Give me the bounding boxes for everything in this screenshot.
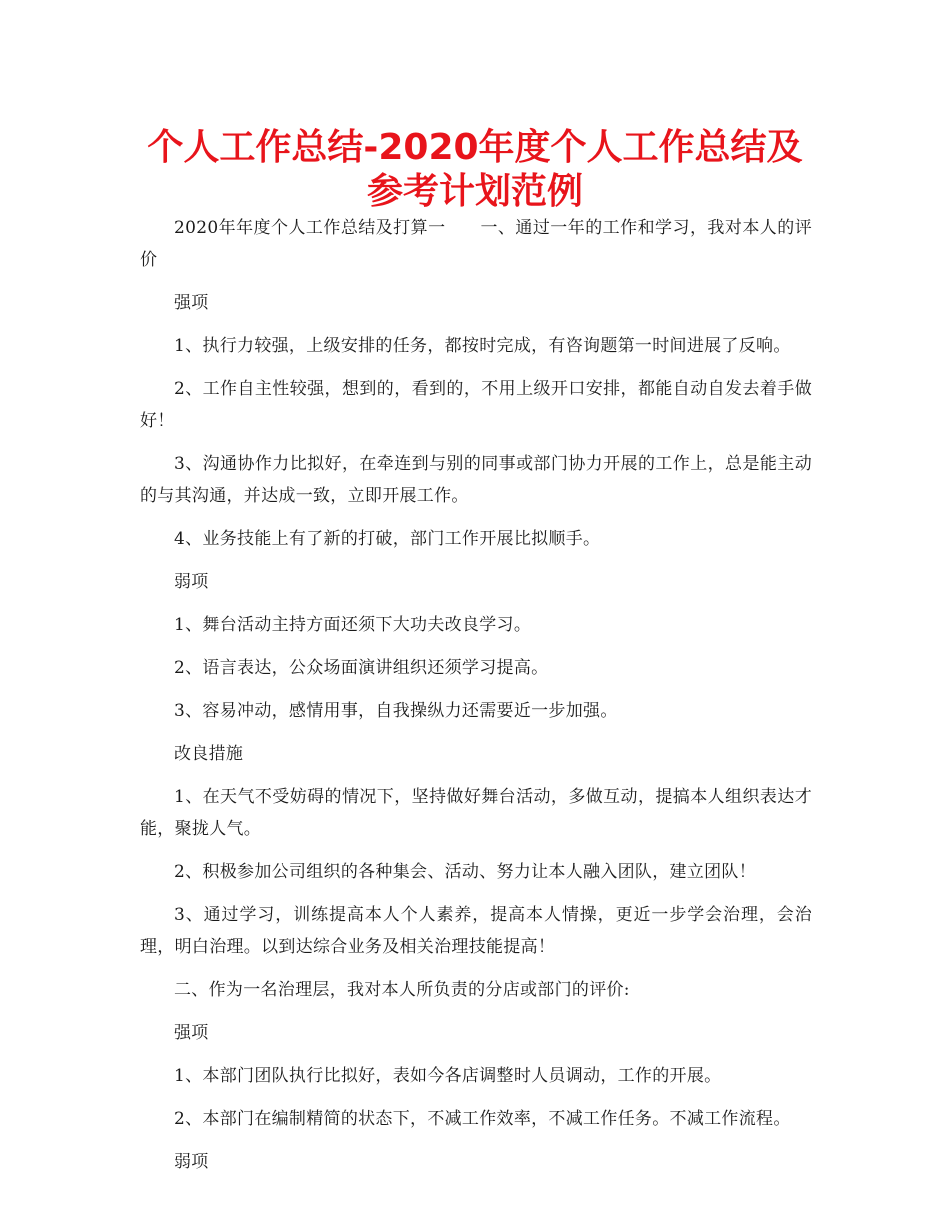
paragraph: 3、沟通协作力比拟好，在牵连到与别的同事或部门协力开展的工作上，总是能主动的与其沟通，并达成一致，立即开展工作。 xyxy=(140,454,812,506)
document-title-line-2: 参考计划范例 xyxy=(366,171,583,212)
section-heading: 弱项 xyxy=(174,572,209,592)
section-heading: 改良措施 xyxy=(174,744,244,764)
document-body xyxy=(140,212,812,1189)
paragraph: 1、本部门团队执行比拟好，表如今各店调整时人员调动，工作的开展。 xyxy=(174,1066,722,1086)
paragraph: 二、作为一名治理层，我对本人所负责的分店或部门的评价: xyxy=(174,980,630,1000)
paragraph: 3、容易冲动，感情用事，自我操纵力还需要近一步加强。 xyxy=(174,701,618,721)
paragraph: 4、业务技能上有了新的打破，部门工作开展比拟顺手。 xyxy=(174,529,601,549)
paragraph: 1、舞台活动主持方面还须下大功夫改良学习。 xyxy=(174,615,532,635)
paragraph: 2、本部门在编制精简的状态下，不减工作效率，不减工作任务。不减工作流程。 xyxy=(174,1109,791,1129)
paragraph: 3、通过学习，训练提高本人个人素养，提高本人情操，更近一步学会治理，会治理，明白治理。以到达综合业务及相关治理技能提高！ xyxy=(140,905,812,957)
paragraph: 2、工作自主性较强，想到的，看到的，不用上级开口安排，都能自动自发去着手做好！ xyxy=(140,379,812,431)
section-heading: 弱项 xyxy=(174,1152,209,1172)
paragraph: 1、在天气不受妨碍的情况下，坚持做好舞台活动，多做互动，提搞本人组织表达才能，聚拢人气。 xyxy=(140,787,812,839)
paragraph: 2、语言表达，公众场面演讲组织还须学习提高。 xyxy=(174,658,549,678)
paragraph: 2020年年度个人工作总结及打算一 一、通过一年的工作和学习，我对本人的评价 xyxy=(140,218,812,270)
section-heading: 强项 xyxy=(174,1023,209,1043)
paragraph: 1、执行力较强，上级安排的任务，都按时完成，有咨询题第一时间进展了反响。 xyxy=(174,336,791,356)
section-heading: 强项 xyxy=(174,293,209,313)
paragraph: 2、积极参加公司组织的各种集会、活动、努力让本人融入团队，建立团队！ xyxy=(174,862,757,882)
document-title-line-1: 个人工作总结-2020年度个人工作总结及 xyxy=(147,127,803,168)
